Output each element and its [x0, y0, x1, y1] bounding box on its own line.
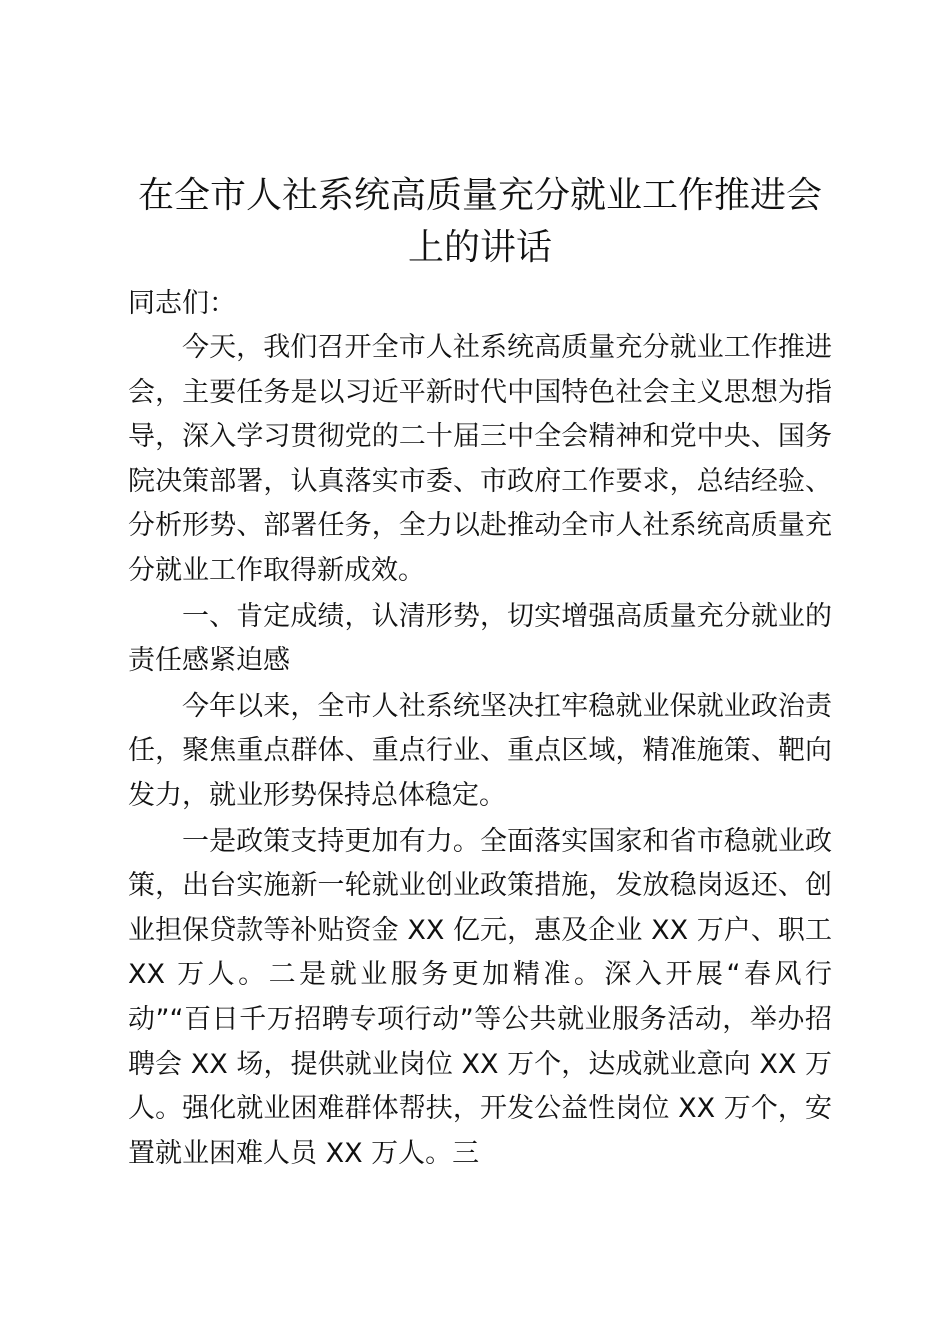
section-heading-1: 一、肯定成绩，认清形势，切实增强高质量充分就业的责任感紧迫感 — [128, 600, 832, 677]
document-page — [128, 170, 832, 1176]
paragraph-intro: 今天，我们召开全市人社系统高质量充分就业工作推进会，主要任务是以习近平新时代中国特色社会主义思想为指导，深入学习贯彻党的二十届三中全会精神和党中央、国务院决策部署，认真落实市委、市政府工作要求，总结经验、分析形势、部署任务，全力以赴推动全市人社系统高质量充分就业工作取得新成效。 — [128, 332, 832, 586]
document-title: 在全市人社系统高质量充分就业工作推进会上的讲话 — [137, 175, 822, 268]
paragraph-achievements: 一是政策支持更加有力。全面落实国家和省市稳就业政策，出台实施新一轮就业创业政策措施，发放稳岗返还、创业担保贷款等补贴资金 XX 亿元，惠及企业 XX 万户、职工 XX 万人。二是就业服务更加精准。深入开展“春风行动”“百日千万招聘专项行动”等公共就业服务活动，举办招聘会 XX 场，提供就业岗位 XX 万个，达成就业意向 XX 万人。强化就业困难群体帮扶，开发公益性岗位 XX 万个，安置就业困难人员 XX 万人。三 — [128, 825, 832, 1169]
salutation: 同志们： — [128, 288, 236, 319]
paragraph-overview: 今年以来，全市人社系统坚决扛牢稳就业保就业政治责任，聚焦重点群体、重点行业、重点区域，精准施策、靶向发力，就业形势保持总体稳定。 — [128, 690, 832, 811]
